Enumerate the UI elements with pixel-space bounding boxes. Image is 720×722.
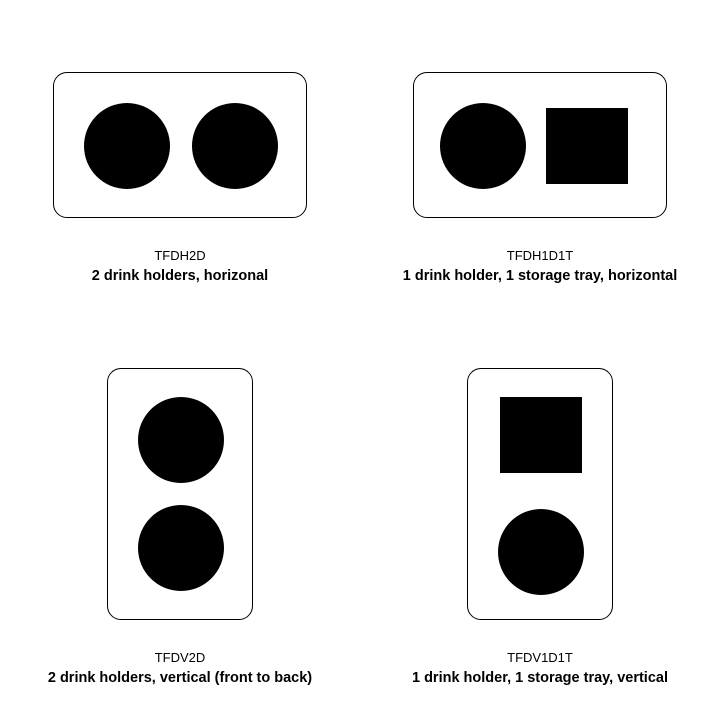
option-figure-tfdh1d1t [413, 72, 667, 218]
drink-holder-circle [138, 505, 224, 591]
drink-holder-circle [498, 509, 584, 595]
option-description: 2 drink holders, horizonal [91, 267, 269, 284]
option-caption-tfdh2d [92, 246, 268, 287]
option-card-tfdh2d [0, 72, 360, 287]
panel-outline-vertical [467, 368, 613, 620]
panel-outline-horizontal [413, 72, 667, 218]
drink-holder-circle [84, 103, 170, 189]
option-card-tfdh1d1t [360, 72, 720, 287]
option-code: TFDV1D1T [507, 650, 573, 665]
option-code: TFDH1D1T [506, 248, 574, 263]
option-code: TFDV2D [154, 650, 206, 665]
panel-outline-horizontal [53, 72, 307, 218]
option-caption-tfdv2d [48, 648, 312, 689]
option-description: 1 drink holder, 1 storage tray, vertical [411, 669, 668, 686]
drink-holder-circle [192, 103, 278, 189]
option-code: TFDH2D [154, 248, 206, 263]
drink-holder-circle [440, 103, 526, 189]
option-card-tfdv1d1t [360, 368, 720, 689]
option-figure-tfdh2d [53, 72, 307, 218]
storage-tray-square [546, 108, 628, 184]
option-caption-tfdv1d1t [412, 648, 668, 689]
option-caption-tfdh1d1t [403, 246, 678, 287]
storage-tray-square [500, 397, 582, 473]
panel-outline-vertical [107, 368, 253, 620]
option-card-tfdv2d [0, 368, 360, 689]
option-description: 1 drink holder, 1 storage tray, horizontal [402, 267, 678, 284]
option-description: 2 drink holders, vertical (front to back) [47, 669, 313, 686]
drink-holder-circle [138, 397, 224, 483]
option-figure-tfdv1d1t [467, 368, 613, 620]
option-figure-tfdv2d [107, 368, 253, 620]
